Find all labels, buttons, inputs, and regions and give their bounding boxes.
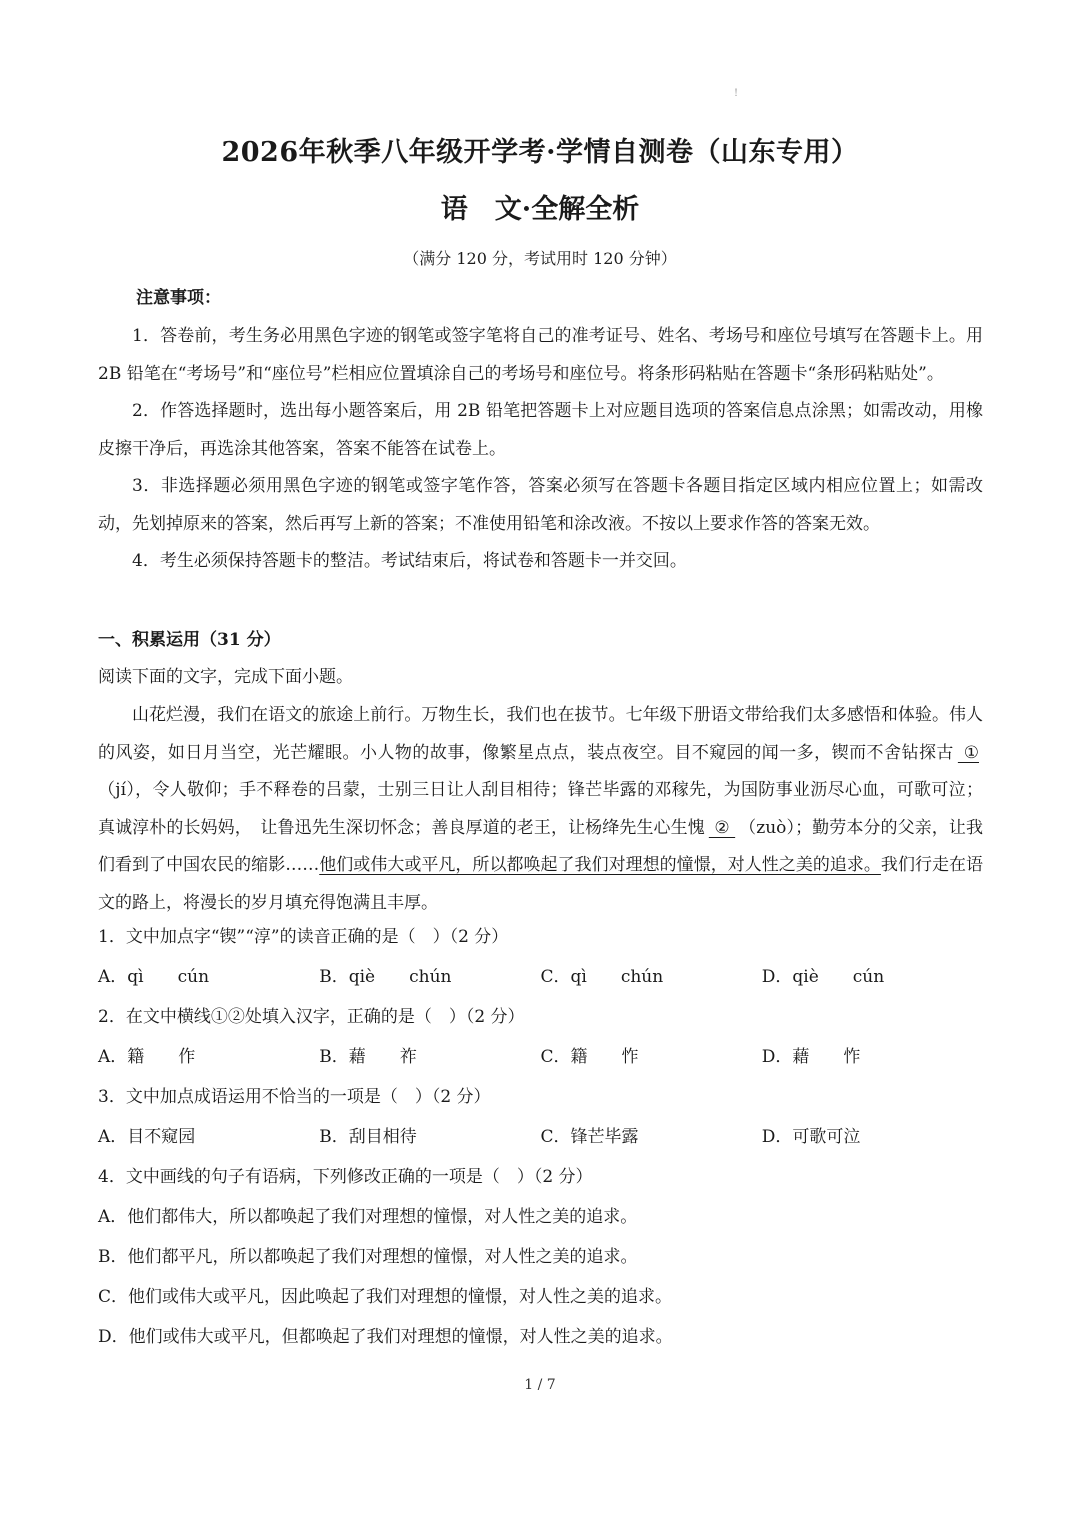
option-row — [98, 957, 983, 997]
blank-1: ① — [957, 742, 979, 763]
option: C．锋芒毕露 — [540, 1127, 639, 1147]
option: B．刮目相待 — [319, 1127, 417, 1147]
reading-passage — [98, 697, 983, 922]
option: B．他们都平凡，所以都唤起了我们对理想的憧憬，对人性之美的追求。 — [98, 1247, 638, 1267]
question-stem: 2．在文中横线①②处填入汉字，正确的是（ ）（2 分） — [98, 1007, 525, 1027]
option: B．qiè chún — [319, 967, 452, 987]
notice-item: 1．答卷前，考生务必用黑色字迹的钢笔或签字笔将自己的准考证号、姓名、考场号和座位号填写在答题卡上。用 2B 铅笔在“考场号”和“座位号”栏相应位置填涂自己的考场号和座位号。将条形码粘贴在答题卡“条形码粘贴处”。 — [98, 326, 983, 384]
question-stem: 1．文中加点字“锲”“淳”的读音正确的是（ ）（2 分） — [98, 927, 509, 947]
passage-paragraph — [98, 697, 983, 922]
option: D．可歌可泣 — [761, 1127, 861, 1147]
option: D．他们或伟大或平凡，但都唤起了我们对理想的憧憬，对人性之美的追求。 — [98, 1327, 673, 1347]
option: C．籍 怍 — [540, 1047, 639, 1067]
question-stem: 3．文中加点成语运用不恰当的一项是（ ）（2 分） — [98, 1087, 491, 1107]
section-instruction: 阅读下面的文字，完成下面小题。 — [98, 667, 353, 687]
question-stem: 4．文中画线的句子有语病，下列修改正确的一项是（ ）（2 分） — [98, 1167, 593, 1187]
notice-heading: 注意事项： — [136, 288, 221, 308]
passage-text: 山花烂漫，我们在语文的旅途上前行。万物生长，我们也在拔节。七年级下册语文带给我们太多感悟和体验。伟人的风姿，如日月当空，光芒耀眼。小人物的故事，像繁星点点，装点夜空。目不窥园的闻一多，锲而不舍钻探古 — [98, 705, 983, 763]
passage-text: 我们行走在语文的路上，将漫长的岁月填充得饱满且丰厚。 — [98, 855, 984, 913]
option: A．他们都伟大，所以都唤起了我们对理想的憧憬，对人性之美的追求。 — [98, 1207, 638, 1227]
page-subtitle: 语 文·全解全析 — [440, 194, 640, 225]
page-number: 1 / 7 — [524, 1377, 556, 1393]
blank-2: ② — [708, 817, 736, 838]
notice-item: 2．作答选择题时，选出每小题答案后，用 2B 铅笔把答题卡上对应题目选项的答案信息点涂黑；如需改动，用橡皮擦干净后，再选涂其他答案，答案不能答在试卷上。 — [98, 401, 983, 459]
page-title: 2026年秋季八年级开学考·学情自测卷（山东专用） — [221, 137, 859, 168]
option: A．qì cún — [98, 967, 210, 987]
score-info: （满分 120 分，考试用时 120 分钟） — [403, 249, 677, 268]
option: D．qiè cún — [761, 967, 885, 987]
scan-mark: ! — [734, 88, 739, 99]
option: A．籍 作 — [98, 1047, 196, 1067]
notice-item: 4．考生必须保持答题卡的整洁。考试结束后，将试卷和答题卡一并交回。 — [132, 551, 687, 571]
notice-list — [98, 318, 983, 581]
option: C．qì chún — [540, 967, 664, 987]
passage-text: （zuò）；勤劳本分的父亲，让我们看到了中国农民的缩影…… — [98, 817, 983, 875]
notice-item: 3．非选择题必须用黑色字迹的钢笔或签字笔作答，答案必须写在答题卡各题目指定区域内相应位置上；如需改动，先划掉原来的答案，然后再写上新的答案；不准使用铅笔和涂改液。不按以上要求作答的答案无效。 — [98, 476, 983, 534]
option: A．目不窥园 — [98, 1127, 196, 1147]
option: B．藉 祚 — [319, 1047, 417, 1067]
option: D．藉 怍 — [761, 1047, 861, 1067]
option: C．他们或伟大或平凡，因此唤起了我们对理想的憧憬，对人性之美的追求。 — [98, 1287, 673, 1307]
section-heading: 一、积累运用（31 分） — [98, 630, 281, 650]
passage-text: （jí），令人敬仰；手不释卷的吕蒙，士别三日让人刮目相待；锋芒毕露的邓稼先，为国防事业沥尽心血，可歌可泣；真诚淳朴的长妈妈， 让鲁迅先生深切怀念；善良厚道的老王，让杨绛先生心生愧 — [98, 780, 983, 838]
option-row — [98, 1037, 983, 1077]
option-row — [98, 1117, 983, 1157]
underlined-sentence: 他们或伟大或平凡，所以都唤起了我们对理想的憧憬，对人性之美的追求。 — [319, 855, 881, 875]
question-list — [98, 917, 983, 1357]
